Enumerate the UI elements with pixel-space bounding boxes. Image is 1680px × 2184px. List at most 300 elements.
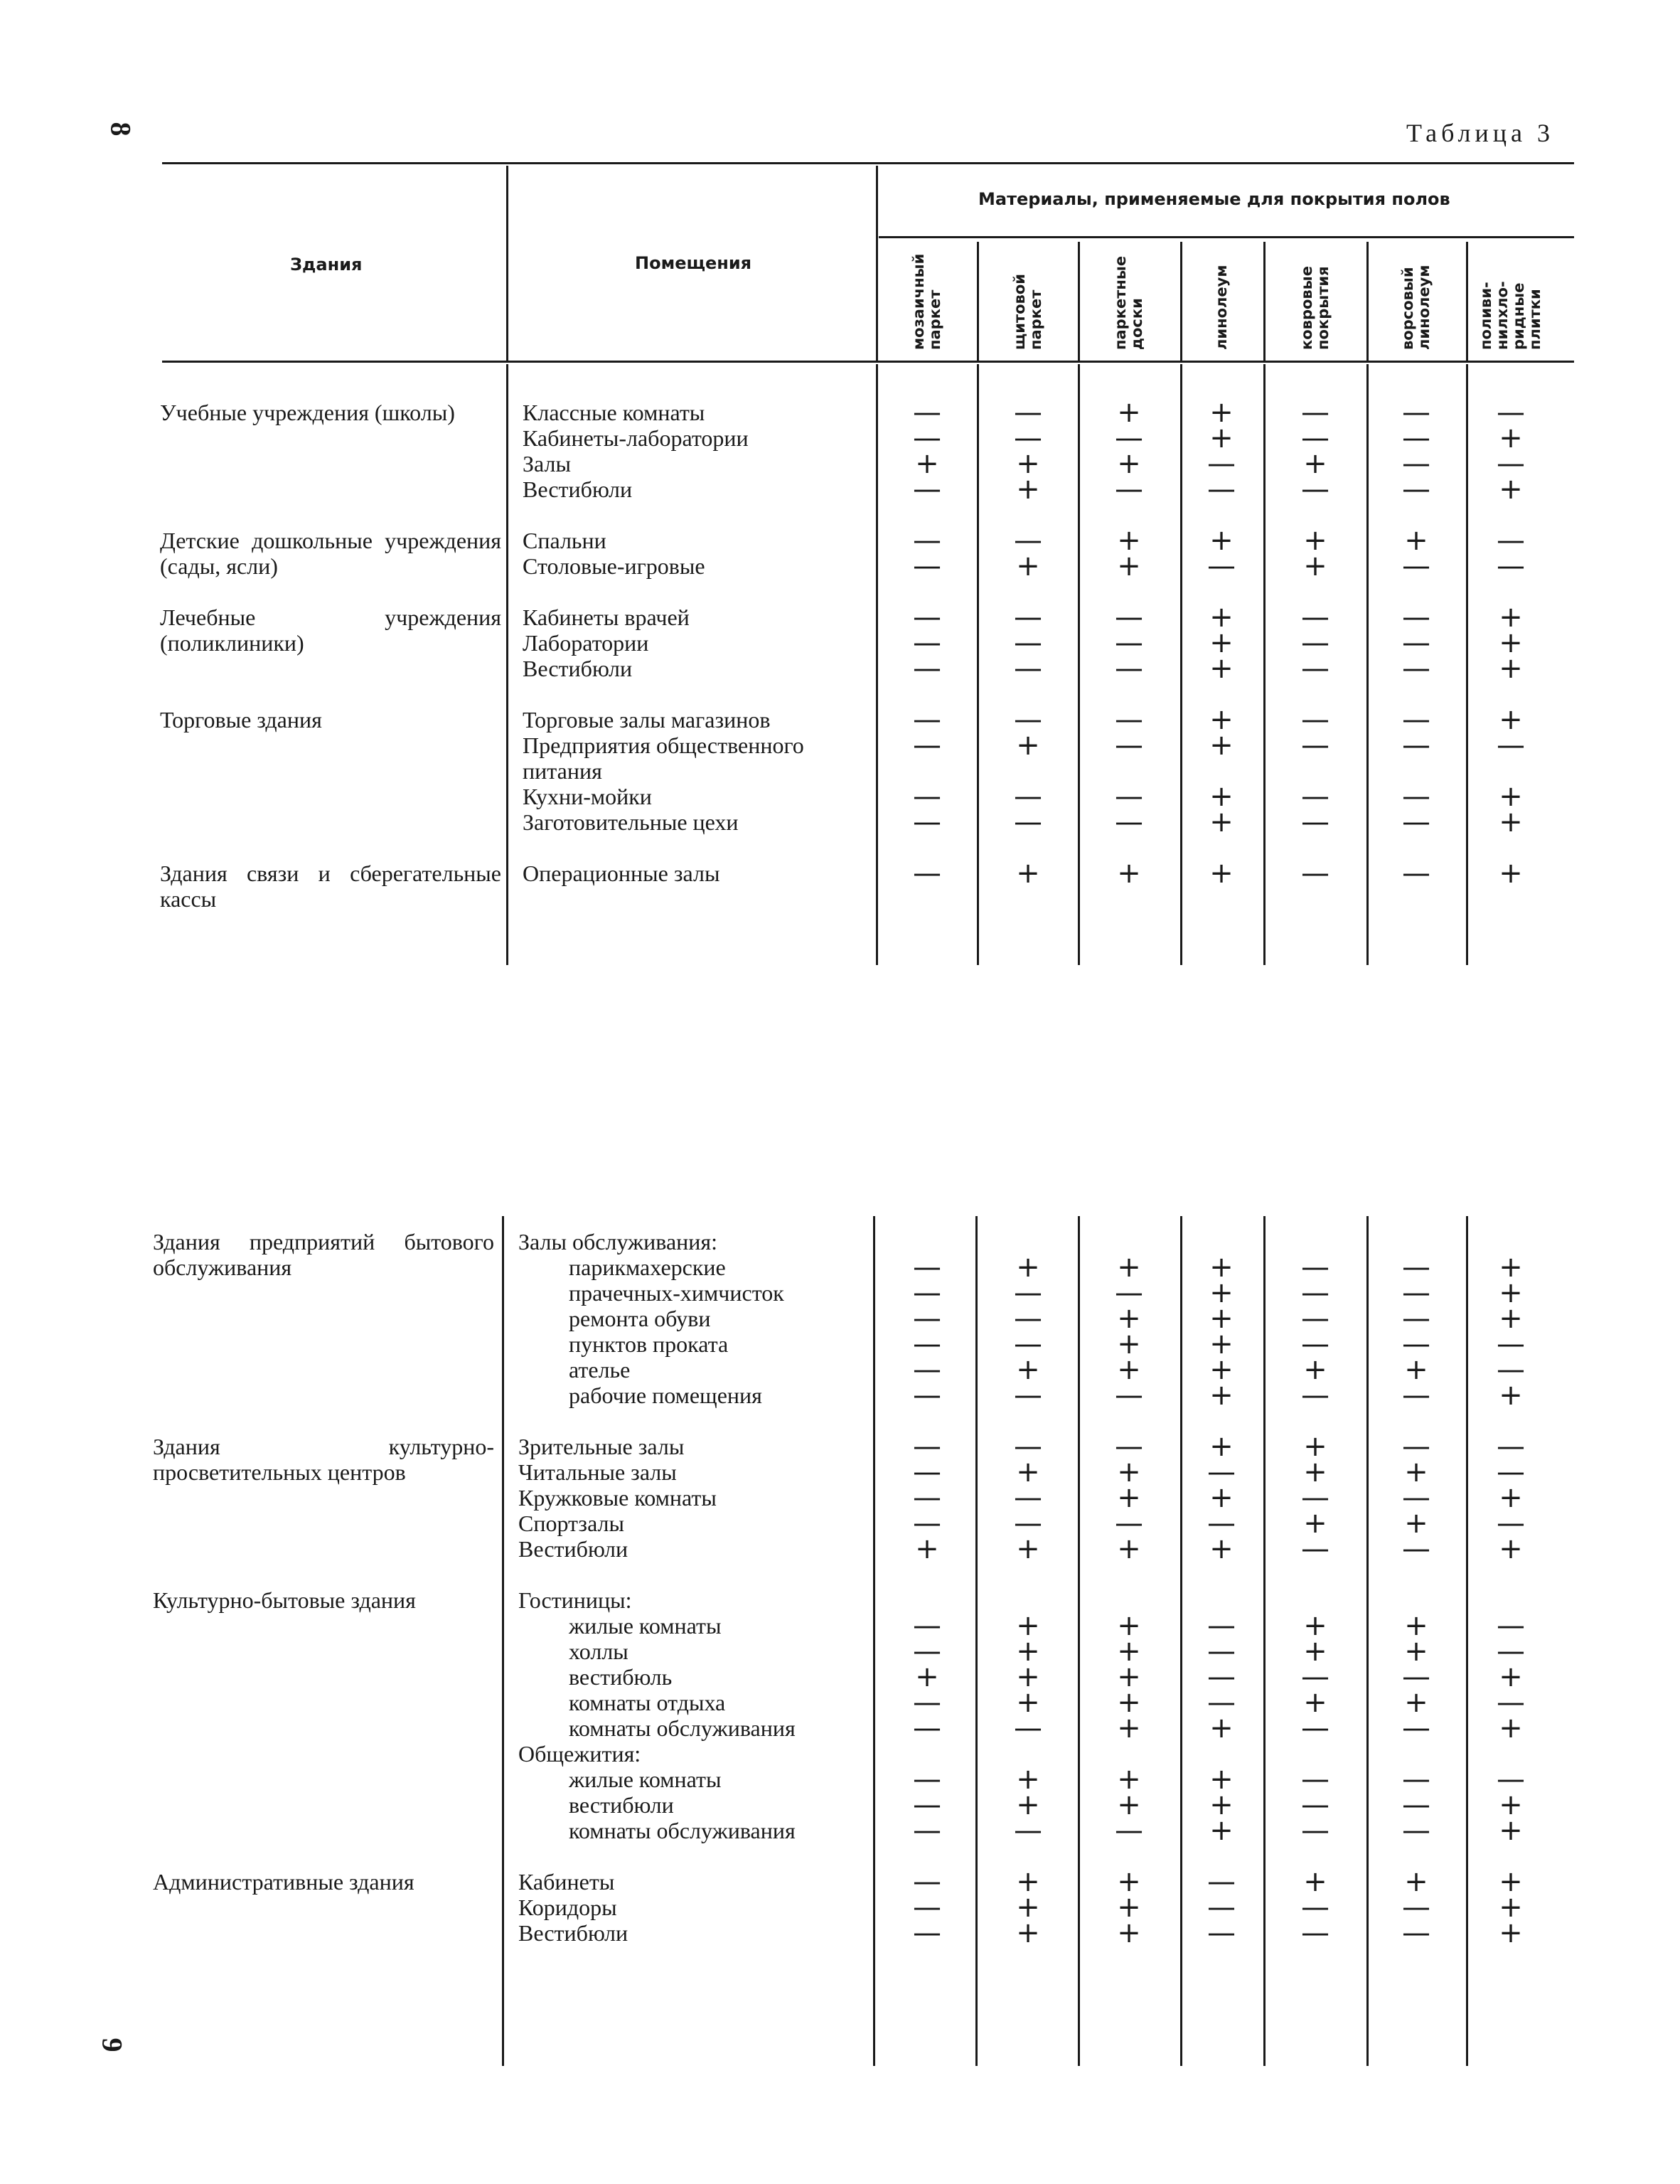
room-name: Кабинеты: [518, 1869, 615, 1895]
room-name: Коридоры: [518, 1895, 617, 1920]
mark-minus: —: [1497, 1456, 1525, 1488]
mark-minus: —: [1402, 1302, 1430, 1335]
mark-minus: —: [913, 1379, 941, 1412]
mark-minus: —: [1301, 1891, 1329, 1924]
material-header-line: покрытия: [1315, 266, 1332, 350]
mark-minus: —: [913, 1328, 941, 1360]
mark-minus: —: [1207, 550, 1236, 582]
mark-plus: +: [915, 1533, 939, 1565]
mark-minus: —: [913, 1789, 941, 1821]
mark-minus: —: [1207, 1456, 1236, 1488]
mark-minus: —: [913, 1891, 941, 1924]
mark-minus: —: [1014, 1814, 1042, 1847]
mark-plus: +: [1209, 652, 1234, 685]
mark-plus: +: [915, 447, 939, 480]
building-name: Административные здания: [153, 1869, 414, 1895]
header-divider-rooms: [506, 166, 508, 361]
mark-minus: —: [1207, 473, 1236, 506]
section2-divider-rooms: [502, 1216, 504, 2066]
mark-minus: —: [1402, 1430, 1430, 1463]
mark-minus: —: [1402, 652, 1430, 685]
mark-minus: —: [913, 1712, 941, 1744]
mark-minus: —: [1497, 1635, 1525, 1668]
mark-minus: —: [913, 729, 941, 762]
mark-plus: +: [1404, 1686, 1428, 1719]
mark-plus: +: [1499, 780, 1523, 813]
mark-minus: —: [1402, 422, 1430, 454]
room-name: Вестибюли: [518, 1536, 628, 1562]
room-name: холлы: [569, 1639, 628, 1664]
material-header-line: мозаичный: [910, 253, 927, 350]
header-divider-col7: [1466, 242, 1468, 361]
room-name: Заготовительные цехи: [523, 809, 739, 835]
mark-minus: —: [1014, 1302, 1042, 1335]
mark-minus: —: [913, 1865, 941, 1898]
mark-plus: +: [1209, 396, 1234, 429]
mark-minus: —: [1497, 1763, 1525, 1796]
room-name: ателье: [569, 1357, 631, 1383]
room-name: Спортзалы: [518, 1511, 625, 1536]
room-name: прачечных-химчисток: [569, 1280, 784, 1306]
mark-plus: +: [1016, 1353, 1040, 1386]
header-bottom-rule: [162, 361, 1574, 363]
material-header-3: [1113, 256, 1145, 350]
mark-plus: +: [1303, 1353, 1327, 1386]
mark-plus: +: [1117, 524, 1141, 557]
mark-plus: +: [1303, 1865, 1327, 1898]
room-name: рабочие помещения: [569, 1383, 762, 1408]
mark-plus: +: [1499, 1379, 1523, 1412]
mark-minus: —: [1402, 1814, 1430, 1847]
section2-divider-col6: [1366, 1216, 1369, 2066]
building-name: Детские дошкольные учреждения (сады, ясли): [160, 528, 501, 579]
mark-plus: +: [1117, 1302, 1141, 1335]
mark-plus: +: [1016, 1609, 1040, 1642]
mark-plus: +: [1499, 1814, 1523, 1847]
mark-minus: —: [1301, 1763, 1329, 1796]
material-header-line: паркетные: [1112, 255, 1129, 350]
mark-minus: —: [913, 703, 941, 736]
mark-minus: —: [1402, 396, 1430, 429]
mark-plus: +: [1209, 1379, 1234, 1412]
mark-minus: —: [1402, 1533, 1430, 1565]
material-header-line: паркет: [926, 289, 943, 350]
mark-minus: —: [1301, 806, 1329, 838]
mark-plus: +: [1117, 550, 1141, 582]
mark-plus: +: [1499, 1661, 1523, 1693]
mark-minus: —: [1301, 1661, 1329, 1693]
mark-plus: +: [1117, 1865, 1141, 1898]
mark-plus: +: [1404, 1635, 1428, 1668]
mark-minus: —: [913, 1686, 941, 1719]
mark-plus: +: [1499, 1891, 1523, 1924]
mark-plus: +: [1499, 1917, 1523, 1949]
mark-minus: —: [1402, 1379, 1430, 1412]
mark-plus: +: [1404, 1456, 1428, 1488]
mark-minus: —: [1497, 396, 1525, 429]
mark-plus: +: [1209, 857, 1234, 890]
mark-minus: —: [913, 857, 941, 890]
mark-plus: +: [1303, 524, 1327, 557]
mark-minus: —: [1014, 627, 1042, 659]
mark-minus: —: [1301, 601, 1329, 634]
table-title: Таблица 3: [1406, 119, 1554, 147]
section1-divider-col6: [1366, 364, 1369, 965]
mark-minus: —: [1402, 447, 1430, 480]
room-name: ремонта обуви: [569, 1306, 711, 1331]
room-name: Гостиницы:: [518, 1587, 632, 1613]
mark-minus: —: [1115, 1814, 1143, 1847]
mark-plus: +: [1016, 1251, 1040, 1284]
mark-minus: —: [1497, 1328, 1525, 1360]
mark-plus: +: [1016, 1456, 1040, 1488]
mark-minus: —: [1115, 1277, 1143, 1309]
mark-minus: —: [1115, 729, 1143, 762]
mark-minus: —: [1207, 1609, 1236, 1642]
room-name: Классные комнаты: [523, 400, 705, 425]
material-header-line: щитовой: [1011, 274, 1028, 350]
material-header-line: плитки: [1526, 289, 1543, 350]
material-header-1: [911, 254, 943, 350]
mark-plus: +: [1117, 1533, 1141, 1565]
mark-plus: +: [1117, 1891, 1141, 1924]
mark-minus: —: [913, 1277, 941, 1309]
mark-plus: +: [1499, 1712, 1523, 1744]
material-header-line: нилхло-: [1494, 281, 1511, 350]
mark-plus: +: [1303, 550, 1327, 582]
material-header-6: [1400, 265, 1433, 350]
mark-plus: +: [1404, 1865, 1428, 1898]
mark-plus: +: [1016, 550, 1040, 582]
mark-minus: —: [913, 422, 941, 454]
header-divider-col5: [1263, 242, 1266, 361]
mark-minus: —: [1301, 729, 1329, 762]
mark-plus: +: [1117, 447, 1141, 480]
mark-minus: —: [1497, 447, 1525, 480]
mark-minus: —: [1402, 703, 1430, 736]
building-name: Культурно-бытовые здания: [153, 1587, 416, 1613]
material-header-line: линолеум: [1212, 265, 1230, 350]
mark-minus: —: [1115, 780, 1143, 813]
mark-minus: —: [1301, 1481, 1329, 1514]
mark-minus: —: [1014, 1379, 1042, 1412]
mark-minus: —: [913, 1251, 941, 1284]
mark-minus: —: [1402, 550, 1430, 582]
room-name: питания: [523, 758, 602, 784]
mark-plus: +: [1117, 1328, 1141, 1360]
mark-plus: +: [1117, 1609, 1141, 1642]
mark-plus: +: [1499, 1302, 1523, 1335]
material-header-line: ридные: [1510, 282, 1527, 350]
mark-plus: +: [1117, 1635, 1141, 1668]
mark-plus: +: [1209, 1814, 1234, 1847]
mark-minus: —: [1301, 396, 1329, 429]
mark-minus: —: [1402, 1917, 1430, 1949]
mark-minus: —: [913, 601, 941, 634]
mark-minus: —: [1301, 473, 1329, 506]
mark-plus: +: [1499, 652, 1523, 685]
header-buildings: Здания: [290, 255, 363, 275]
mark-minus: —: [1301, 857, 1329, 890]
building-name: Торговые здания: [160, 707, 322, 733]
mark-plus: +: [1117, 1712, 1141, 1744]
mark-plus: +: [1209, 1302, 1234, 1335]
mark-minus: —: [1014, 396, 1042, 429]
material-header-line: ворсовый: [1399, 267, 1416, 350]
section1-divider-col5: [1263, 364, 1266, 965]
mark-minus: —: [1497, 1609, 1525, 1642]
mark-minus: —: [1301, 780, 1329, 813]
mark-plus: +: [1117, 396, 1141, 429]
mark-minus: —: [1301, 1712, 1329, 1744]
material-header-line: паркет: [1027, 289, 1044, 350]
mark-plus: +: [1209, 1789, 1234, 1821]
mark-plus: +: [1404, 1353, 1428, 1386]
mark-minus: —: [913, 1353, 941, 1386]
mark-plus: +: [1499, 806, 1523, 838]
room-name: Читальные залы: [518, 1459, 677, 1485]
room-name: Вестибюли: [518, 1920, 628, 1946]
mark-plus: +: [1499, 473, 1523, 506]
mark-minus: —: [1301, 1814, 1329, 1847]
mark-plus: +: [1303, 447, 1327, 480]
mark-minus: —: [1014, 780, 1042, 813]
room-name: вестибюль: [569, 1664, 673, 1690]
room-name: жилые комнаты: [569, 1613, 722, 1639]
section2-divider-col4: [1180, 1216, 1182, 2066]
mark-plus: +: [1016, 1763, 1040, 1796]
room-name: Кухни-мойки: [523, 784, 652, 809]
material-header-2: [1012, 274, 1044, 350]
mark-plus: +: [1303, 1609, 1327, 1642]
room-name: Залы обслуживания:: [518, 1229, 717, 1255]
mark-plus: +: [1209, 806, 1234, 838]
building-name: Здания культурно-просветительных центров: [153, 1434, 494, 1485]
mark-minus: —: [913, 1763, 941, 1796]
mark-minus: —: [1402, 1891, 1430, 1924]
building-name: Здания предприятий бытового обслуживания: [153, 1229, 494, 1280]
mark-minus: —: [1497, 1686, 1525, 1719]
mark-minus: —: [1207, 1891, 1236, 1924]
mark-plus: +: [1016, 857, 1040, 890]
mark-plus: +: [1209, 1277, 1234, 1309]
mark-plus: +: [1499, 1481, 1523, 1514]
mark-minus: —: [913, 1456, 941, 1488]
mark-minus: —: [1301, 1328, 1329, 1360]
mark-minus: —: [1301, 703, 1329, 736]
mark-minus: —: [1207, 1686, 1236, 1719]
room-name: Столовые-игровые: [523, 553, 705, 579]
mark-plus: +: [1303, 1456, 1327, 1488]
mark-minus: —: [1301, 1533, 1329, 1565]
header-divider-col2: [977, 242, 979, 361]
mark-plus: +: [1016, 1661, 1040, 1693]
mark-plus: +: [1016, 1891, 1040, 1924]
header-divider-col4: [1180, 242, 1182, 361]
mark-minus: —: [913, 1917, 941, 1949]
mark-minus: —: [1402, 1328, 1430, 1360]
mark-plus: +: [1016, 1865, 1040, 1898]
mark-minus: —: [1014, 806, 1042, 838]
room-name: жилые комнаты: [569, 1767, 722, 1792]
mark-minus: —: [1497, 1507, 1525, 1540]
header-rooms: Помещения: [635, 253, 752, 273]
mark-minus: —: [1402, 1789, 1430, 1821]
mark-plus: +: [1499, 1865, 1523, 1898]
header-divider-col3: [1078, 242, 1080, 361]
mark-plus: +: [1209, 524, 1234, 557]
mark-minus: —: [1497, 1353, 1525, 1386]
mark-plus: +: [1209, 1328, 1234, 1360]
mark-minus: —: [1402, 780, 1430, 813]
mark-minus: —: [1115, 806, 1143, 838]
mark-plus: +: [1117, 1686, 1141, 1719]
mark-plus: +: [1209, 729, 1234, 762]
section1-divider-col7: [1466, 364, 1468, 965]
mark-minus: —: [913, 806, 941, 838]
mark-minus: —: [1301, 1277, 1329, 1309]
mark-plus: +: [1117, 857, 1141, 890]
section1-divider-col2: [977, 364, 979, 965]
mark-minus: —: [913, 1609, 941, 1642]
room-name: Вестибюли: [523, 656, 633, 681]
mark-minus: —: [1301, 1302, 1329, 1335]
mark-minus: —: [1115, 422, 1143, 454]
section2-divider-col7: [1466, 1216, 1468, 2066]
room-name: комнаты отдыха: [569, 1690, 726, 1715]
mark-minus: —: [1497, 1430, 1525, 1463]
mark-plus: +: [1016, 729, 1040, 762]
mark-minus: —: [1402, 857, 1430, 890]
mark-minus: —: [1402, 1251, 1430, 1284]
room-name: комнаты обслуживания: [569, 1715, 796, 1741]
room-name: Торговые залы магазинов: [523, 707, 771, 733]
mark-minus: —: [1402, 1712, 1430, 1744]
section1-divider-rooms: [506, 364, 508, 965]
mark-minus: —: [1402, 473, 1430, 506]
material-header-line: поливи-: [1477, 282, 1494, 350]
mark-plus: +: [1209, 422, 1234, 454]
mark-minus: —: [1402, 627, 1430, 659]
building-name: Здания связи и сберегательные кассы: [160, 861, 501, 912]
mark-plus: +: [1209, 1430, 1234, 1463]
room-name: Зрительные залы: [518, 1434, 685, 1459]
room-name: Операционные залы: [523, 861, 720, 886]
mark-plus: +: [1404, 1609, 1428, 1642]
mark-plus: +: [1117, 1353, 1141, 1386]
material-header-5: [1299, 266, 1332, 350]
mark-plus: +: [1209, 1763, 1234, 1796]
mark-minus: —: [913, 396, 941, 429]
mark-plus: +: [1209, 1251, 1234, 1284]
mark-minus: —: [1014, 1507, 1042, 1540]
mark-minus: —: [1115, 1430, 1143, 1463]
room-name: пунктов проката: [569, 1331, 729, 1357]
mark-minus: —: [1301, 1789, 1329, 1821]
mark-minus: —: [1301, 422, 1329, 454]
room-name: Залы: [523, 451, 571, 476]
room-name: Предприятия общественного: [523, 733, 804, 758]
mark-minus: —: [1115, 703, 1143, 736]
mark-minus: —: [1014, 1277, 1042, 1309]
mark-minus: —: [1207, 1917, 1236, 1949]
mark-minus: —: [1497, 729, 1525, 762]
mark-plus: +: [1499, 1251, 1523, 1284]
mark-plus: +: [1404, 1507, 1428, 1540]
room-name: парикмахерские: [569, 1255, 726, 1280]
mark-plus: +: [1499, 627, 1523, 659]
mark-minus: —: [1497, 550, 1525, 582]
mark-minus: —: [913, 550, 941, 582]
mark-minus: —: [1115, 1379, 1143, 1412]
mark-plus: +: [1499, 703, 1523, 736]
mark-plus: +: [1303, 1507, 1327, 1540]
mark-minus: —: [1497, 524, 1525, 557]
room-name: вестибюли: [569, 1792, 674, 1818]
header-top-rule: [162, 162, 1574, 164]
mark-minus: —: [1014, 601, 1042, 634]
mark-plus: +: [1016, 1635, 1040, 1668]
mark-plus: +: [1209, 601, 1234, 634]
room-name: Лаборатории: [523, 630, 649, 656]
mark-minus: —: [1402, 1763, 1430, 1796]
room-name: Спальни: [523, 528, 606, 553]
mark-minus: —: [913, 1814, 941, 1847]
mark-minus: —: [1301, 1379, 1329, 1412]
mark-minus: —: [1207, 1661, 1236, 1693]
mark-minus: —: [1115, 652, 1143, 685]
mark-plus: +: [1499, 422, 1523, 454]
mark-minus: —: [1402, 1277, 1430, 1309]
mark-plus: +: [1303, 1430, 1327, 1463]
mark-minus: —: [1014, 422, 1042, 454]
mark-minus: —: [913, 473, 941, 506]
section2-divider-materials: [873, 1216, 875, 2066]
mark-plus: +: [1404, 524, 1428, 557]
mark-minus: —: [1207, 1865, 1236, 1898]
mark-plus: +: [1209, 1533, 1234, 1565]
mark-minus: —: [1301, 627, 1329, 659]
mark-minus: —: [1115, 473, 1143, 506]
mark-minus: —: [1402, 1661, 1430, 1693]
section2-divider-col3: [1078, 1216, 1080, 2066]
room-name: Кружковые комнаты: [518, 1485, 717, 1511]
mark-minus: —: [1402, 1481, 1430, 1514]
mark-plus: +: [1016, 473, 1040, 506]
mark-plus: +: [1499, 1533, 1523, 1565]
mark-plus: +: [1117, 1481, 1141, 1514]
mark-minus: —: [1014, 1328, 1042, 1360]
mark-plus: +: [1209, 1712, 1234, 1744]
mark-minus: —: [913, 524, 941, 557]
section2-divider-col5: [1263, 1216, 1266, 2066]
mark-plus: +: [915, 1661, 939, 1693]
mark-plus: +: [1209, 780, 1234, 813]
mark-plus: +: [1117, 1763, 1141, 1796]
mark-minus: —: [913, 652, 941, 685]
mark-plus: +: [1016, 1533, 1040, 1565]
mark-minus: —: [1402, 806, 1430, 838]
mark-minus: —: [1207, 1507, 1236, 1540]
mark-plus: +: [1117, 1661, 1141, 1693]
header-materials-group: Материалы, применяемые для покрытия полов: [978, 189, 1450, 209]
mark-plus: +: [1499, 1277, 1523, 1309]
mark-plus: +: [1117, 1917, 1141, 1949]
room-name: Общежития:: [518, 1741, 641, 1767]
room-name: комнаты обслуживания: [569, 1818, 796, 1843]
mark-plus: +: [1303, 1635, 1327, 1668]
building-name: Лечебные учреждения (поликлиники): [160, 604, 501, 656]
